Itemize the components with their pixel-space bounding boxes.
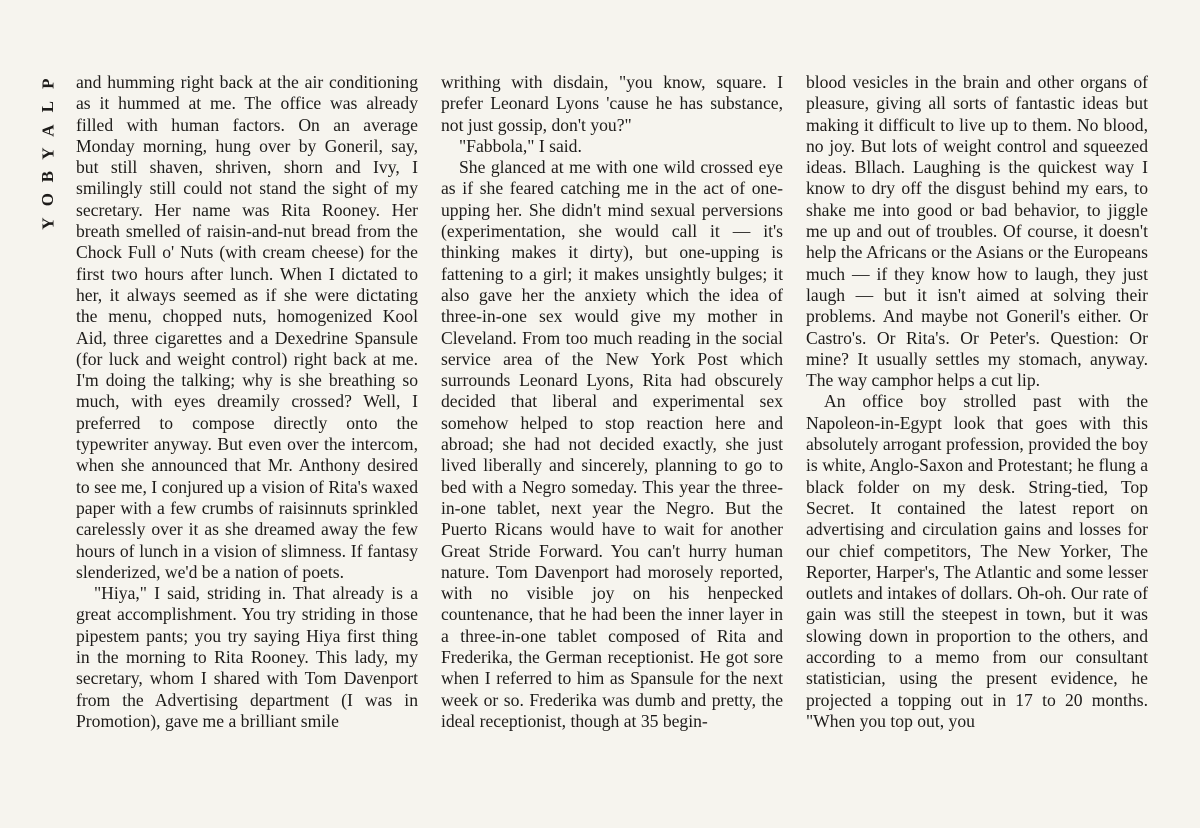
paragraph: blood vesicles in the brain and other organs of pleasure, giving all sorts of fantastic ideas but making it difficult to live up to them. No blood, no joy. But lots of weight control and squeezed ideas. Bllach. Laughing is the quickest way I know to dry off the disgust behind my ears, to shake me into good or bad behavior, to jiggle me up and out of troubles. Of course, it doesn't help the Africans or the Asians or the Europeans much — if they know how to laugh, they just laugh — but it isn't aimed at solving their problems. And maybe not Goneril's either. Or Castro's. Or Rita's. Or Peter's. Question: Or mine? It usually settles my stomach, anyway. The way camphor helps a cut lip. (806, 72, 1148, 391)
paragraph: An office boy strolled past with the Napoleon-in-Egypt look that goes with this absolutely arrogant profession, provided the boy is white, Anglo-Saxon and Protestant; he flung a black folder on my desk. String-tied, Top Secret. It contained the latest report on advertising and circulation gains and losses for our chief competitors, The New Yorker, The Reporter, Harper's, The Atlantic and some lesser outlets and intakes of dollars. Oh-oh. Our rate of gain was still the steepest in town, but it was slowing down in proportion to the others, and according to a memo from our consultant statistician, using the present evidence, he projected a topping out in 17 to 20 months. "When you top out, you (806, 391, 1149, 731)
text-column-3 (806, 72, 1148, 732)
running-head-letter: A (38, 124, 58, 137)
running-head-letter: Y (38, 217, 58, 230)
paragraph: and humming right back at the air conditioning as it hummed at me. The office was already filled with human factors. On an average Monday morning, hung over by Goneril, say, but still shaven, shriven, shorn and Ivy, I smilingly still could not stand the sight of my secretary. Her name was Rita Rooney. Her breath smelled of raisin-and-nut bread from the Chock Full o' Nuts (with cream cheese) for the first two hours after lunch. When I dictated to her, it always seemed as if she were dictating the menu, chopped nuts, homogenized Kool Aid, three cigarettes and a Dexedrine Spansule (for luck and weight control) right back at me. I'm doing the talking; why is she breathing so much, with eyes dreamily crossed? Well, I preferred to compose directly onto the typewriter anyway. But even over the intercom, when she announced that Mr. Anthony desired to see me, I conjured up a vision of Rita's waxed paper with a few crumbs of raisinnuts sprinkled carelessly over it as she dreamed away the few hours of lunch in a vision of slimness. If fantasy slenderized, we'd be a nation of poets. (76, 72, 418, 582)
running-head-letter: P (38, 78, 58, 89)
running-head-letter: Y (38, 147, 58, 160)
paragraph: "Fabbola," I said. (459, 135, 582, 156)
paragraph: writhing with disdain, "you know, square. I prefer Leonard Lyons 'cause he has substance, not just gossip, don't you?" (441, 72, 783, 135)
running-head (38, 72, 58, 235)
paragraph: "Hiya," I said, striding in. That already is a great accomplishment. You try striding in those pipestem pants; you try saying Hiya first thing in the morning to Rita Rooney. This lady, my secretary, whom I shared with Tom Davenport from the Advertising department (I was in Promotion), gave me a brilliant smile (76, 583, 418, 731)
text-column-2 (441, 72, 783, 732)
running-head-letter: B (38, 171, 58, 183)
running-head-letter: L (38, 101, 58, 113)
text-column-1 (76, 72, 418, 732)
running-head-letter: O (38, 193, 58, 207)
paragraph: She glanced at me with one wild crossed eye as if she feared catching me in the act of one-upping her. She didn't mind sexual perversions (experimentation, she would call it — it's thinking makes it dirty), but one-upping is fattening to a girl; it makes unsightly bulges; it also gave her the anxiety which the idea of three-in-one sex would give my mother in Cleveland. From too much reading in the social service area of the New York Post which surrounds Leonard Lyons, Rita had obscurely decided that liberal and experimental sex somehow helped to stop reaction here and abroad; she had not decided exactly, she just lived liberally and sincerely, planning to go to bed with a Negro someday. This year the three-in-one tablet, next year the Negro. But the Puerto Ricans would have to wait for another Great Stride Forward. You can't hurry human nature. Tom Davenport had morosely reported, with no visible joy on his henpecked countenance, that he had been the inner layer in a three-in-one tablet composed of Rita and Frederika, the German receptionist. He got sore when I referred to him as Spansule for the next week or so. Frederika was dumb and pretty, the ideal receptionist, though at 35 begin- (441, 157, 783, 731)
